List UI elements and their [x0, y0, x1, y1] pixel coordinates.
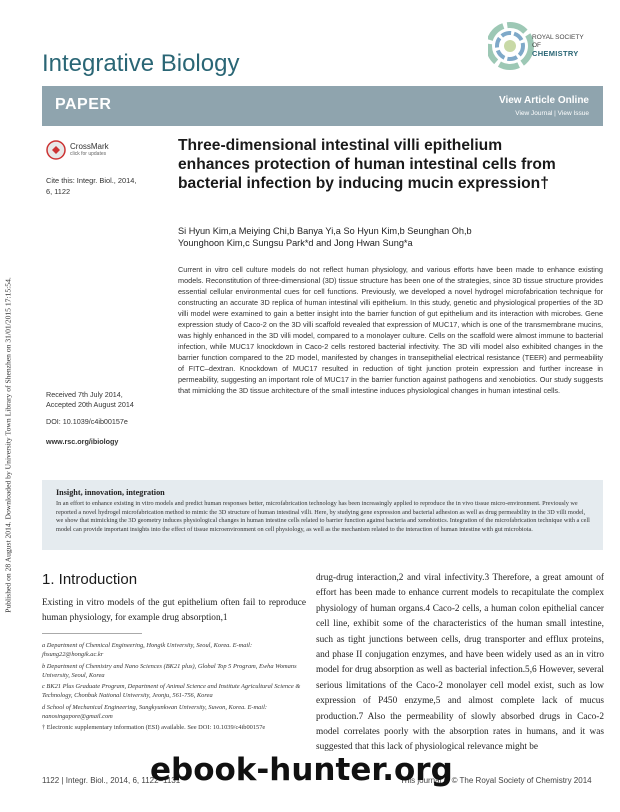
- view-journal-issue-links[interactable]: View Journal | View Issue: [515, 110, 589, 117]
- page-footer-left: 1122 | Integr. Biol., 2014, 6, 1122–1131: [42, 776, 181, 785]
- page-footer-right: This journal is © The Royal Society of Chemistry 2014: [400, 776, 592, 785]
- affiliation-item: b Department of Chemistry and Nano Sciences (BK21 plus), Global Top 5 Program, Ewha Womans University, Seoul, Korea: [42, 662, 297, 679]
- doi[interactable]: DOI: 10.1039/c4ib00157e: [46, 417, 128, 426]
- affiliations: [42, 641, 306, 735]
- intro-text-left: Existing in vitro models of the gut epithelium often fail to reproduce human physiology, for example drug absorption,1: [42, 598, 306, 624]
- watermark: ebook-hunter.org: [150, 752, 453, 788]
- author-list: Si Hyun Kim,a Meiying Chi,b Banya Yi,a So Hyun Kim,b Seunghan Oh,b Younghoon Kim,c Sungsu Park*d and Jong Hwan Sung*a: [178, 226, 472, 248]
- journal-name[interactable]: Integrative Biology: [42, 50, 240, 77]
- affiliation-item: a Department of Chemical Engineering, Hongik University, Seoul, Korea. E-mail: jhsung22@hongik.ac.kr: [42, 642, 253, 658]
- crossmark-icon: [46, 140, 66, 160]
- article-title: Three-dimensional intestinal villi epithelium enhances protection of human intestinal cells from bacterial infection by inducing mucin expression†: [178, 137, 556, 192]
- section-heading-introduction: 1. Introduction: [42, 571, 138, 588]
- view-article-online-link[interactable]: View Article Online: [498, 95, 589, 106]
- citation: Cite this: Integr. Biol., 2014, 6, 1122: [46, 176, 137, 196]
- insight-body: In an effort to enhance existing in vitro models and predict human responses better, microfabrication technology has been increasingly applied to reproduce the in vivo tissue micro-environment. Previously we reported a novel hydrogel microfabrication method to mimic the 3D structure of human intestinal villi. Here, by studying gene expression and bacterial adhesion as well as drug permeability in the 3D villi model, we show that mimicking the 3D geometry induces physiological changes in human intestine cells related to barrier function against bacteria and xenobiotics. Integration of the microfabrication technique with a cell model can provide important insights into the effect of tissue microenvironment on cell physiology, as well as the mechanism related to the interaction of human intestine with gut microbiota.: [56, 500, 590, 533]
- received-dates: Received 7th July 2014, Accepted 20th August 2014: [46, 390, 134, 409]
- intro-text-right: drug-drug interaction,2 and viral infectivity.3 Therefore, a great amount of effort has been made to enhance current models to recapitulate the complex physiology of human organs.4 Caco-2 cells, a human colon epithelial cancer cell line, exhibit some of the characteristics of the human small intestine, such as tight junctions between cells, drug transporter and efflux proteins, and phase II conjugation enzymes, and have been widely used as an in vitro model for drug absorption as well as bacterial infection.5,6 However, several serious limitations of the Caco-2 monolayer cell model exist, such as low expression of P450 enzyme,5 and almost complete lack of mucus production.7 Also the permeability of slowly absorbed drugs in Caco-2 model correlates poorly with the absorption rates in humans, and it was suggested that this lack of physiological relevance might be: [316, 573, 604, 753]
- insight-heading: Insight, innovation, integration: [56, 488, 165, 497]
- abstract: Current in vitro cell culture models do not reflect human physiology, and various efforts have been made to enhance existing models. Reconstitution of three-dimensional (3D) tissue structure has been one of the strategies, since 3D tissue structure provides essential cellular environmental cues for cell functions. Previously, we developed a novel hydrogel microfabrication technique for constructing an accurate 3D replica of human intestinal villi epithelium. In this study, genetic and physiological properties of the 3D villi model were examined to gain a better insight into the barrier function of gut epithelium and its interaction with microbes. Gene expression study of Caco-2 on the 3D villi scaffold revealed that expression of MUC17, which is one of the transmembrane mucins, was highly enhanced in the 3D villi model, compared to a monolayer culture. Cells on the scaffold were almost immune to bacterial infection, while MUC17 knockdown in Caco-2 cells restored bacterial infectivity. The 3D villi model also exhibited changes in the barrier function compared to the 2D model, manifested by changes in transepithelial electrical resistance (TEER) and permeability of FITC–dextran. Knockdown of MUC17 resulted in reduction of tight junction protein expression and further increase in permeability, suggesting an important role of MUC17 in the barrier function against pathogens and xenobiotics. Our study suggests that mimicking the 3D tissue architecture of the small intestine induces physiological changes in human intestinal cells.: [178, 265, 603, 396]
- crossmark-badge[interactable]: CrossMark click for updates: [46, 140, 109, 160]
- article-type-label: PAPER: [55, 96, 112, 113]
- download-side-note: Published on 28 August 2014. Downloaded by University Town Library of Shenzhen on 31/01/2015 17:15:54.: [3, 277, 13, 613]
- article-type-banner: [42, 86, 603, 126]
- affiliation-item: d School of Mechanical Engineering, Sungkyunkwan University, Suwon, Korea. E-mail: nanosingapore@gmail.com: [42, 703, 267, 720]
- esi-note: † Electronic supplementary information (ESI) available. See DOI: 10.1039/c4ib00157e: [42, 724, 266, 731]
- insight-box: [42, 480, 603, 550]
- footnote-rule: [42, 633, 142, 634]
- journal-url[interactable]: www.rsc.org/ibiology: [46, 437, 119, 446]
- rsc-logo-text: ROYAL SOCIETY OF CHEMISTRY: [532, 34, 584, 58]
- affiliation-item: c BK21 Plus Graduate Program, Department of Animal Science and Institute Agricultural Science & Technology, Chonbuk National University, Jeonju, 561-756, Korea: [42, 683, 301, 699]
